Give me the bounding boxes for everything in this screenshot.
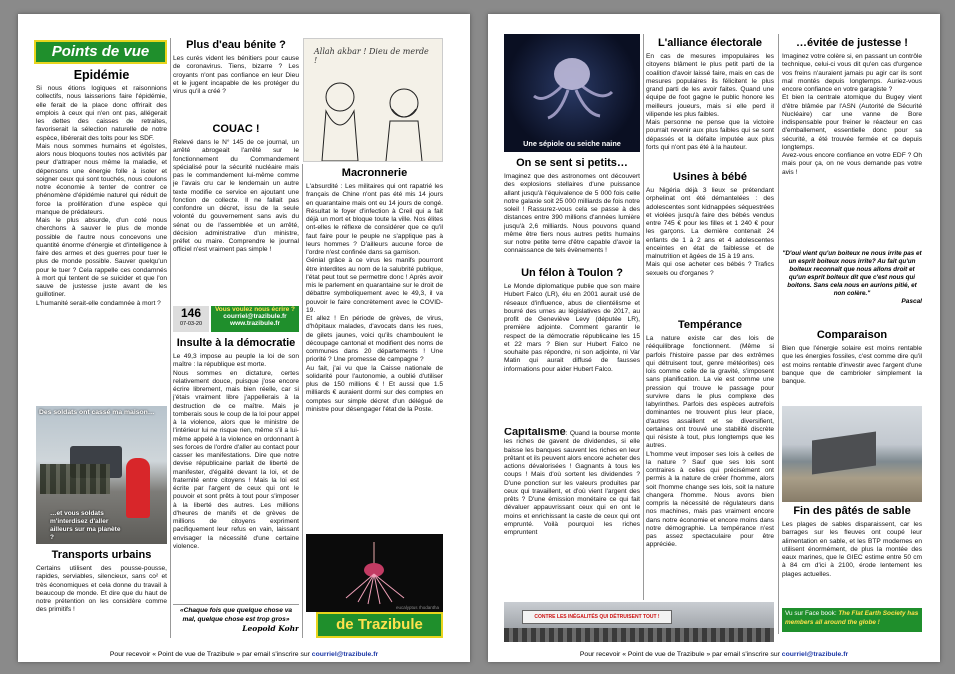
article-temperance: [646, 318, 774, 602]
article-title: Insulte à la démocratie: [176, 337, 296, 349]
footer-text: Pour recevoir « Point de vue de Trazibule » par email s'inscrire sur: [579, 651, 782, 658]
article-body: Le Monde diplomatique publie que son maire Hubert Falco (LR), élu en 2001 aurait usé de réseaux d'influence, abus de clientélisme et bourré des urnes au législatives de 2017, au profit de Geneviève Levy (députée LR), première adjointe. Comment garantir le respect de la démocratie républicaine les 15 et 22 mars ? Bien sur Hubert Falco ne souhaite pas répondre, ni son adjointe, ni Var Matin qui aurait diffusé de fausses informations pour aider Hubert Falco.: [504, 283, 640, 373]
quote-text: «Chaque fois que quelque chose va mal, quelque chose est trop gros»: [179, 607, 293, 623]
crowd-shape: [504, 628, 774, 642]
column-divider: [170, 38, 171, 638]
article-body: Certains utilisent des pousse-pousse, rapides, serviables, silencieux, sans co² et très économiques et cela donne du travail à beaucoup de monde. Et dire que du haut de notre prétention on les considère comme des primitifs !: [36, 565, 167, 614]
article-couac: [173, 122, 299, 302]
article-title: COUAC !: [212, 123, 260, 135]
photo-sepiole: [504, 34, 640, 152]
article-sable: [782, 504, 922, 608]
right-page: [488, 14, 940, 662]
article-body: Les curés vident les bénitiers pour cause de coronavirus. Tiens, bizarre ? Les croyants n'ont pas confiance en leur Dieu et le jugent incapable de les protéger du virus qu'il a créé ?: [173, 55, 299, 95]
ruined-house-shape: [812, 432, 876, 475]
article-title: Comparaison: [816, 329, 888, 341]
article-body: Imaginez votre colère si, en passant un contrôle technique, celui-ci vous dit qu'en cas d'urgence vos freins n'auraient jamais pu agir car ils sont mal montés depuis longtemps. Auriez-vous encore confiance en votre garagiste ? Et bien la centrale atomique du Bugey vient d'être blâmée par l'ASN (Autorité de Sécurité Nucléaire) car une vanne de Bore indispensable pour freiner le réacteur en cas d'emballement, essentielle donc pour sa sécurité, a été trouvée fermée et ce depuis longtemps. Avez-vous encore confiance en votre EDF ? Oh mais pour ça, on ne vous demande pas votre avis !: [782, 53, 922, 176]
article-insulte: [173, 336, 299, 600]
quote-author: Leopold Kohr: [242, 624, 299, 633]
quote-author: Pascal: [901, 298, 922, 305]
article-body: Imaginez que des astronomes ont découvert des explosions stellaires d'une puissance allant jusqu'à l'équivalence de 5 000 fois celle notre galaxie soit 25 000 milliards de fois notre soleil ! Rassurez-vous cela se passe à des distances entre 390 millions d'années lumière jusqu'à 2,6 milliards. Nous pouvons quand même être fiers nous autres petits humains sur notre petite terre d'être capable d'avoir la connaissance de tels évènements !: [504, 173, 640, 255]
footer-email[interactable]: courriel@trazibule.fr: [311, 651, 379, 658]
article-body: La nature existe car des lois de rééquilibrage fonctionnent. (Même si parfois l'histoire passe par des extrêmes qui détruisent tout, genre météorites) ces lois comme celle de la gravité, s'imposent sans planification. La vie est comme une pression qui trouve le passage pour survivre dans le plus complexe des labyrinthes. Parfois des espèces autrefois dominantes ne trouvent plus leur place, d'autres assaillent et se diversifient, certaines ont trouvé une stabilité discrète qui résiste à tout, plus longtemps que les autres. L'homme veut imposer ses lois à celles de la nature ? Sauf que ses lois sont contraires à celles qui précisément ont permis à la nature de créer l'homme, alors soit l'homme change ses lois, soit la nature changera l'homme. Nous avons bien compris la nécessité de régulateurs dans nos machines, mais pas vraiment encore dans notre économie et encore moins dans notre démographie. La tempérance n'est pas assez spectaculaire pour être appréciée.: [646, 335, 774, 549]
column-divider: [302, 164, 303, 638]
issue-box: [173, 306, 209, 332]
issue-date: 07-03-20: [179, 321, 203, 327]
masthead-title: de Trazibule: [336, 616, 423, 633]
cartoon-text: Allah akbar ! Dieu de merde !: [314, 47, 429, 65]
article-title: On se sent si petits…: [516, 157, 628, 169]
article-body: Bien que l'énergie solaire est moins rentable que les énergies fossiles, c'est comme dire qu'il est moins rentable d'investir avec l'argent d'une banque que de cambrioler simplement la banque.: [782, 345, 922, 385]
contact-box: [211, 306, 299, 332]
article-body: Relevé dans le N° 145 de ce journal, un arrêté abrogeait l'arrêté sur le fonctionnement du Commandement spécialisé pour la sécurité nucléaire mais pas le commandement lui-même comme je l'avais cru car le lendemain un autre texte modifie ce service en ajoutant une fonction de collecte. Il ne fallait pas confondre un décret, issu de la seule volonté du gouvernement sans avis du sénat ou de l'assemblée et un arrêté, décision administrative d'un ministre, préfet ou maire. Comprendre le journal officiel n'est vraiment pas simple !: [173, 139, 299, 254]
cartoon-drawing: [303, 38, 443, 162]
contact-title: Vous voulez nous écrire ?: [214, 306, 296, 313]
photo-caption: eucalyptus rhodantha: [395, 605, 439, 610]
article-eau-benite: [173, 38, 299, 118]
column-divider: [778, 34, 779, 634]
contact-site[interactable]: www.trazibule.fr: [230, 320, 280, 327]
quote-box: [782, 250, 922, 326]
photo-caption-bottom: …et vous soldats m'interdisez d'aller ailleurs sur ma planète ?: [50, 510, 121, 541]
footer: [18, 651, 470, 658]
photo-caption: Une sépiole ou seiche naine: [523, 139, 621, 148]
article-title: Capitalisme: [504, 428, 566, 438]
banner: [522, 610, 672, 624]
quote-text: "D'oui vient qu'un boiteux ne nous irrite pas et un esprit boiteux nous irrite? Au fait qu'un boiteux reconnaît que nous allons droit et qu'un esprit boiteux dit que c'est nous qui boitons. Sans cela nous en aurions pitié, et non colère.": [782, 250, 922, 297]
article-title: Epidémie: [73, 68, 130, 82]
article-alliance: [646, 36, 774, 186]
contact-email[interactable]: courriel@trazibule.fr: [223, 313, 287, 320]
article-title: Transports urbains: [51, 549, 152, 561]
article-title: Tempérance: [678, 319, 742, 331]
sepiole-shape: [504, 34, 640, 152]
article-comparaison: [782, 328, 922, 404]
article-title: Macronnerie: [341, 167, 408, 179]
article-title: …évitée de justesse !: [796, 37, 908, 49]
article-usines: [646, 170, 774, 310]
photo-soldiers: [36, 406, 167, 544]
issue-number: 146: [180, 306, 202, 320]
article-body: Si nous étions logiques et raisonnions collectifs, nous laisserions faire l'épidémie, elle ferait de la place donc offrirait des emplois à ceux qui n'en ont pas, allégerait les dettes des caisses de retraites, favoriserait la sélection naturelle de notre espèce, libérerait des toits pour les SDF. Mais nous sommes humains et égoïstes, alors nous bloquons toutes nos activités par peur d'attraper nous même la maladie, et dépensons une énergie folle à isoler et soigner ceux qui sont touchés, nous coulons notre économie à tenter de contrer ce phénomène d'épidémie naturel qui réduit de force la prolifération d'une espèce qui manque de prédateurs. Mais le plus absurde, d'un coté nous cherchons à sauver le plus de monde possible de l'autre nous concevons une quantité énorme d'énergie et d'intelligence à faire des armes et des guerres pour tuer le plus de monde possible. Sauver quelqu'un pour le tuer ? Cela rappelle ces condamnés à mort qui tentent de se suicider et que l'on sauve de justesse juste avant de les guillotiner. L'humanité serait-elle condamnée à mort ?: [36, 85, 167, 307]
article-body-text: : Quand la bourse monte les riches de gavent de dividendes, si elle baisse les banques sauvent les riches en leur prêtant et ils peuvent alors encore acheter des actions dévalorisées ! Gagnants à tous les coups ! Mais d'où sortent les dividendes ? D'une ponction sur les valeurs produites par ceux qui travaillent, et d'où vient l'argent des prêts ? D'une émission monétaire ce qui fait dévaluer appauvrissant ceux qui en ont le moins et enrichissant la caste de ceux qui ont emprunté. Voilà pourquoi les riches empruntent: [504, 430, 640, 536]
article-macronnerie: [306, 166, 443, 548]
article-evitee: [782, 36, 922, 248]
article-body: En cas de mesures impopulaires les citoyens blâment le plus petit parti de la coalition d'avoir laissé faire, mais en cas de mesures populaires ils félicitent le plus grand parti de les avoir faites. Quand une équipe de foot gagne le public honore les meilleurs joueurs, mais si elle perd il vilipende les plus faibles. Mais personne ne pense que la victoire pourrait revenir aux plus faibles qui se sont dépassés et la défaite imputée aux plus forts qui n'ont pas été à la hauteur.: [646, 53, 774, 151]
banner-text: CONTRE LES INÉGALITÉS QUI DÉTRUISENT TOUT !: [534, 614, 660, 620]
facebook-text: The Flat Earth Society has members all around the globe !: [785, 610, 919, 626]
article-body: [504, 428, 640, 537]
article-capitalisme: [504, 428, 640, 602]
left-page: [18, 14, 470, 662]
article-title: Plus d'eau bénite ?: [186, 39, 286, 51]
child-shape: [126, 458, 150, 518]
photo-protest: [504, 602, 774, 642]
article-felon: [504, 266, 640, 428]
photo-caption-top: Des soldats ont cassé ma maison…: [39, 409, 155, 416]
photo-flower: [306, 534, 443, 612]
article-title: Fin des pâtés de sable: [793, 505, 911, 517]
masthead-top: [34, 40, 167, 64]
facebook-prefix: Vu sur Face book:: [785, 610, 839, 617]
footer-email[interactable]: courriel@trazibule.fr: [781, 651, 849, 658]
article-title: L'alliance électorale: [657, 37, 763, 49]
photo-beach: [782, 406, 922, 502]
article-title: Usines à bébé: [673, 171, 747, 183]
masthead-title: Points de vue: [51, 43, 150, 60]
footer-text: Pour recevoir « Point de vue de Trazibule » par email s'inscrire sur: [109, 651, 312, 658]
quote-box: [173, 604, 299, 638]
article-body: L'absurdité : Les militaires qui ont rapatrié les français de Chine n'ont pas été mis 14 jours en quarantaine mais ont eu 14 jours de congé. Résultat le foyer d'infection à Creil qui a fait déjà un mort et bloque toute la ville. Nos élites ont-elles le réflexe de considérer que ce qu'il faut faire pour le peuple ne s'applique pas à leurs hommes ? D'ailleurs aucune force de l'ordre n'est confinée dans sa garnison. Génial grâce à ce virus les manifs pourront être interdites au nom de la salubrité publique, l'état peut tout se permettre donc ! Après avoir mis le parlement en quarantaine sur le droit de débattre symboliquement avec le 49,3, il va pouvoir le faire concrètement avec le COVID-19. Et allez ! En période de grèves, de virus, d'hôpitaux malades, d'avocats dans les rues, de gilets jaunes, voici qu'ils chamboulent le découpage cantonal et modifient des noms de communes dans 20 départements ! Une priorité ? Une promesse de campagne ? Au fait, j'ai vu que la Caisse nationale de solidarité pour l'autonomie, a oublié d'utiliser plus de 150 millions € ! Et aussi que 1.5 milliards € auraient dormi sur des comptes en comptes sur simple décret d'un délégué de ministre pour désengager l'état de la Poste.: [306, 183, 443, 413]
article-title: Un félon à Toulon ?: [521, 267, 623, 279]
article-body: Les plages de sables disparaissent, car les barrages sur les fleuves ont coupé leur alimentation en sable, et les BTP modernes en utilisent énormément, de plus la montée des eaux marines, que le GIEC estime entre 50 cm à 84 cm d'ici à 2100, érode lentement les plages actuelles.: [782, 521, 922, 578]
article-epidemie: [36, 68, 167, 404]
masthead-bottom: [316, 612, 443, 638]
soldiers-shape: [40, 464, 110, 494]
facebook-box: [782, 608, 922, 632]
footer: [488, 651, 940, 658]
article-petits: [504, 156, 640, 274]
article-body: Au Nigéria déjà 3 lieux se prétendant orphelinat ont été démantelées : des adolescentes sont kidnappées séquestrées et violées jusqu'à faire des bébés vendus entre 745 € pour les filles et 1 240 € pour les garçons. La dernière contenait 24 enfants de 1 à 2 ans et 4 adolescentes enceintes en état de faiblesse et de malnutrition et âgées de 15 à 19 ans. Mais qui ose acheter ces bébés ? Trafics sexuels ou d'organes ?: [646, 187, 774, 277]
article-transports: [36, 548, 167, 638]
column-divider: [643, 34, 644, 600]
article-body: Le 49,3 impose au peuple la loi de son maître : la république est morte. Nous sommes en dictature, certes relativement douce, puisque j'ose encore écrire librement, mais bien réelle, car si j'étais vraiment libre j'appellerais à la destruction de ce maître. Mais je tomberais sous le coup de la loi pour appel à la violence, alors que le ministre de l'intérieur lui ne risque rien, même s'il a lui-même appelé à la violence en ordonnant à ses forces de l'ordre d'aller au contact pour casser les manifestations. Dire que notre devise républicaine parlait de liberté de manifester, d'égalité devant la loi, et de fraternité entre citoyens ! Mais la loi est écrite par l'argent de ceux qui ont le pouvoir et sont prêts à tout pour s'imposer à la liberté des autres. Les millions d'heures de manifs et de grèves de millions de citoyens expriment pacifiquement leur refus en vain, laissant envisager la nécessité d'une certaine violence.: [173, 353, 299, 550]
flower-shape: [306, 534, 443, 612]
